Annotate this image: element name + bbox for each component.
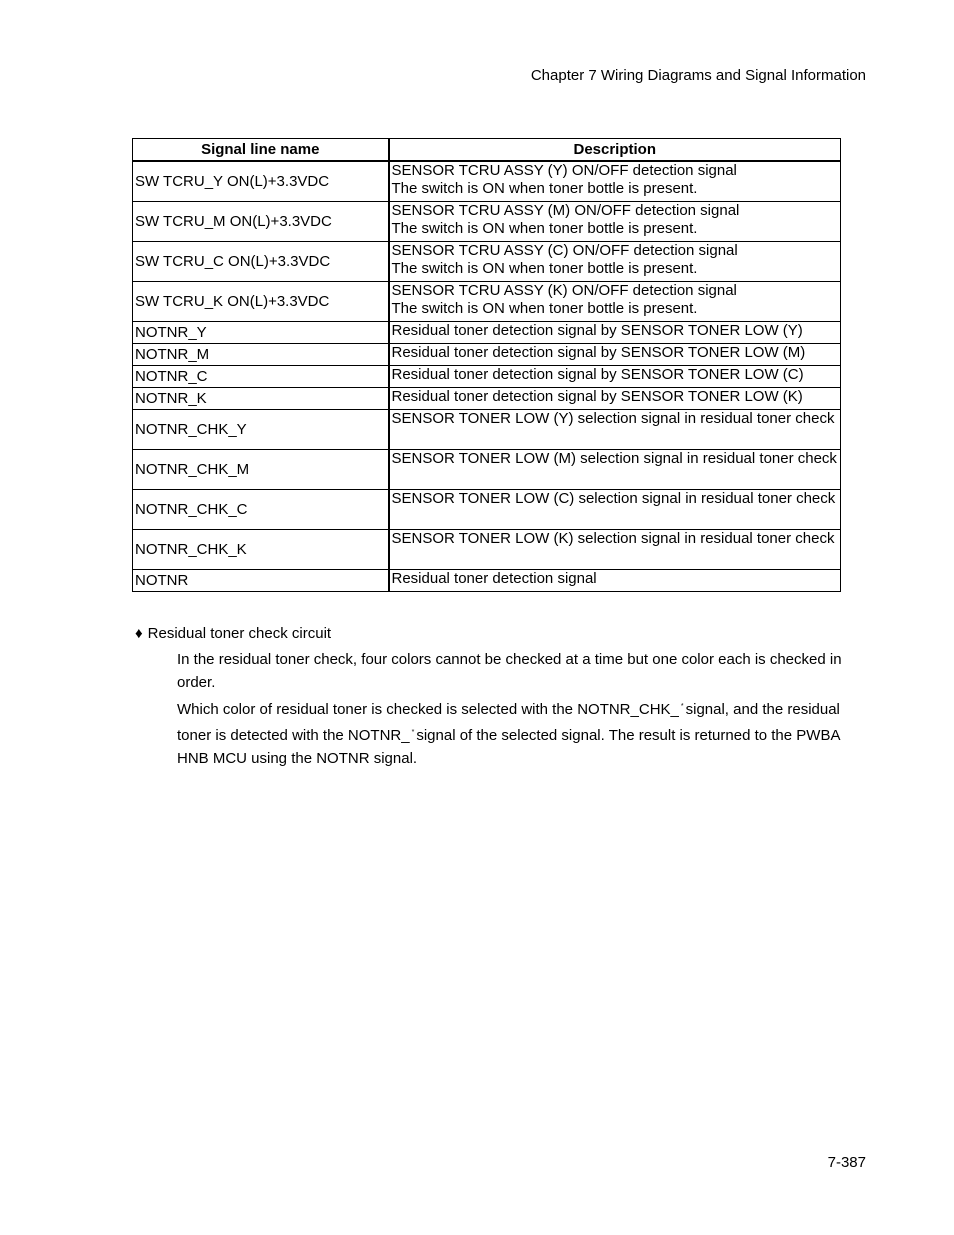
signal-name-cell: NOTNR_Y [133, 322, 389, 344]
table-row [133, 366, 841, 388]
column-header-signal-line-name: Signal line name [133, 139, 389, 162]
signal-name-cell: NOTNR [133, 570, 389, 592]
table-row [133, 344, 841, 366]
description-cell [389, 344, 841, 366]
description-cell [389, 322, 841, 344]
chapter-header: Chapter 7 Wiring Diagrams and Signal Information [530, 67, 866, 84]
description-line: Residual toner detection signal by SENSOR TONER LOW (Y) [391, 322, 803, 339]
description-line: The switch is ON when toner bottle is present. [391, 180, 698, 197]
description-line: Residual toner detection signal [391, 570, 597, 587]
paragraph [177, 695, 867, 771]
table-row [133, 202, 841, 242]
section-title: Residual toner check circuit [147, 625, 332, 642]
description-line: SENSOR TCRU ASSY (K) ON/OFF detection signal [391, 282, 737, 299]
description-cell [389, 450, 841, 490]
table-row [133, 322, 841, 344]
column-header-description: Description [389, 139, 841, 162]
signal-table [132, 138, 841, 592]
description-text: SENSOR TONER LOW (M) selection signal in residual toner check [391, 450, 837, 467]
table-header-row [133, 139, 841, 162]
page-number: 7-387 [827, 1154, 866, 1171]
description-cell [389, 530, 841, 570]
diamond-bullet-icon: ♦ [135, 625, 143, 642]
description-cell [389, 388, 841, 410]
description-cell [389, 242, 841, 282]
description-line: SENSOR TCRU ASSY (Y) ON/OFF detection signal [391, 162, 737, 179]
signal-name-cell: SW TCRU_K ON(L)+3.3VDC [133, 282, 389, 322]
table-row [133, 490, 841, 530]
signal-name-cell: NOTNR_CHK_M [133, 450, 389, 490]
description-text: SENSOR TONER LOW (C) selection signal in residual toner check [391, 490, 836, 507]
description-cell [389, 161, 841, 202]
signal-name-cell: NOTNR_C [133, 366, 389, 388]
table-row [133, 161, 841, 202]
signal-name-cell: SW TCRU_Y ON(L)+3.3VDC [133, 161, 389, 202]
description-line: SENSOR TCRU ASSY (M) ON/OFF detection signal [391, 202, 740, 219]
asterisk-mark: * [411, 728, 415, 736]
table-row [133, 530, 841, 570]
signal-name-cell: NOTNR_K [133, 388, 389, 410]
description-line: The switch is ON when toner bottle is present. [391, 260, 698, 277]
description-cell [389, 366, 841, 388]
description-cell [389, 282, 841, 322]
section-heading [135, 624, 331, 644]
paragraph-text: Which color of residual toner is checked is selected with the NOTNR_CHK_ [177, 700, 679, 718]
signal-name-cell: NOTNR_M [133, 344, 389, 366]
signal-name-cell: NOTNR_CHK_K [133, 530, 389, 570]
signal-name-cell: SW TCRU_C ON(L)+3.3VDC [133, 242, 389, 282]
description-line: Residual toner detection signal by SENSOR TONER LOW (M) [391, 344, 806, 361]
description-text: SENSOR TONER LOW (Y) selection signal in residual toner check [391, 410, 835, 427]
description-cell [389, 570, 841, 592]
description-cell [389, 490, 841, 530]
description-line: The switch is ON when toner bottle is present. [391, 300, 698, 317]
description-line: The switch is ON when toner bottle is present. [391, 220, 698, 237]
table-row [133, 410, 841, 450]
paragraph-text: signal, and the residual toner is detected with the NOTNR_ [177, 700, 840, 744]
description-cell [389, 202, 841, 242]
signal-name-cell: NOTNR_CHK_C [133, 490, 389, 530]
table-row [133, 242, 841, 282]
description-line: SENSOR TCRU ASSY (C) ON/OFF detection signal [391, 242, 738, 259]
table-row [133, 388, 841, 410]
paragraph: In the residual toner check, four colors cannot be checked at a time but one color each is checked in order. [177, 651, 842, 692]
signal-name-cell: SW TCRU_M ON(L)+3.3VDC [133, 202, 389, 242]
section-body [177, 648, 867, 770]
table-row [133, 282, 841, 322]
description-text: SENSOR TONER LOW (K) selection signal in residual toner check [391, 530, 835, 547]
description-cell [389, 410, 841, 450]
asterisk-mark: * [680, 702, 684, 710]
description-line: Residual toner detection signal by SENSOR TONER LOW (C) [391, 366, 804, 383]
table-row [133, 450, 841, 490]
signal-name-cell: NOTNR_CHK_Y [133, 410, 389, 450]
paragraph-text: signal of the selected signal. The result is returned to the PWBA HNB MCU using the NOTNR signal. [177, 726, 840, 768]
table-row [133, 570, 841, 592]
description-line: Residual toner detection signal by SENSOR TONER LOW (K) [391, 388, 803, 405]
